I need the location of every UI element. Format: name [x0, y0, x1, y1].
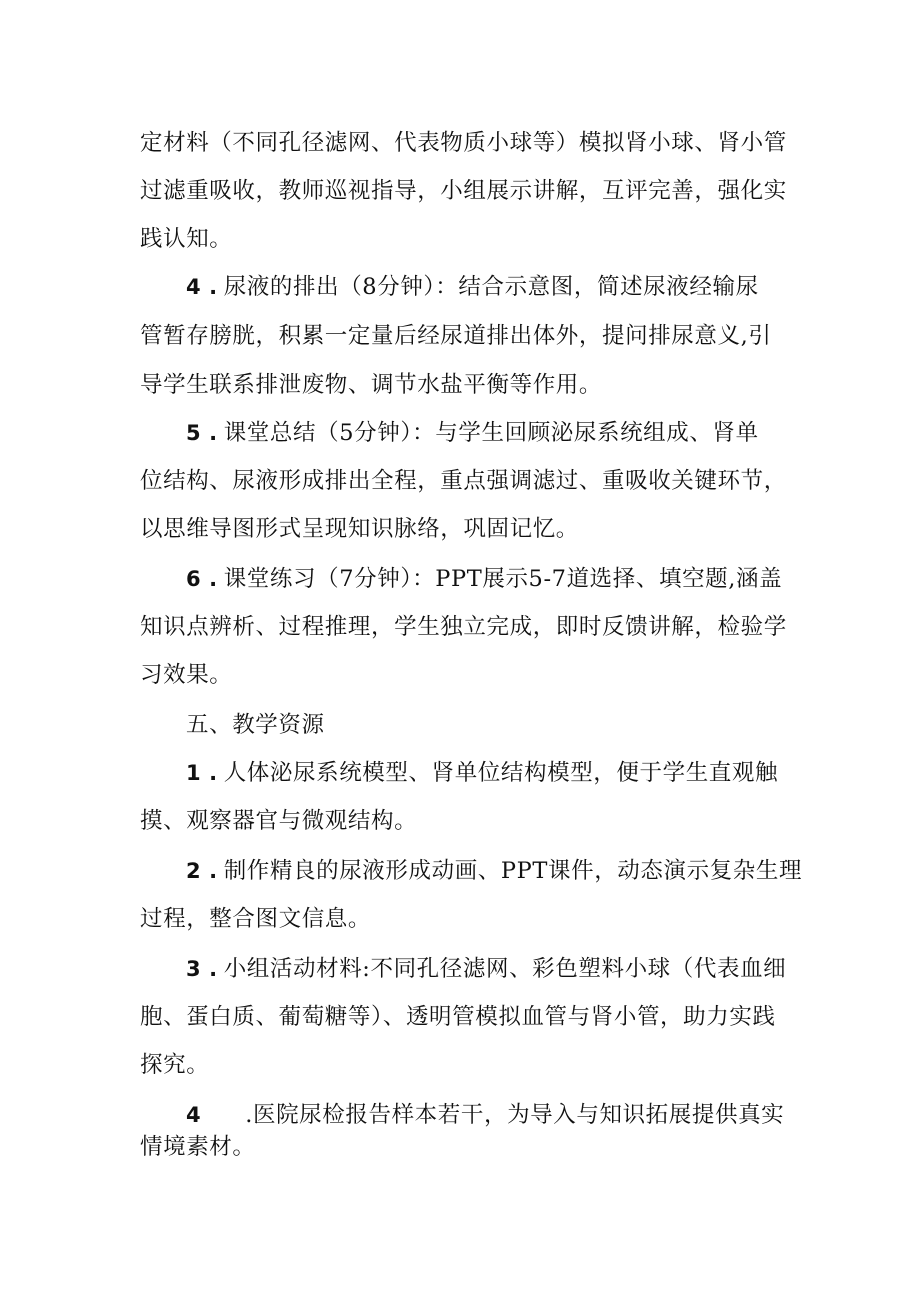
- list-number: 1 .: [186, 761, 218, 785]
- text-line: 课堂总结（5分钟）：与学生回顾泌尿系统组成、肾单: [223, 420, 759, 446]
- list-number: 5 .: [186, 421, 218, 445]
- text-line: 探究。: [140, 1052, 210, 1078]
- text-line: 习效果。: [140, 662, 233, 688]
- text-line: .医院尿检报告样本若干，为导入与知识拓展提供真实: [245, 1102, 785, 1128]
- text-line: 过程，整合图文信息。: [140, 906, 372, 932]
- text-line: 践认知。: [140, 226, 233, 252]
- text-line: 胞、蛋白质、葡萄糖等）、透明管模拟血管与肾小管，助力实践: [140, 1004, 776, 1030]
- list-item-3: [186, 954, 846, 984]
- text-line: 过滤重吸收，教师巡视指导，小组展示讲解，互评完善，强化实: [140, 178, 787, 204]
- text-line: 导学生联系排泄废物、调节水盐平衡等作用。: [140, 372, 603, 398]
- list-number: 3 .: [186, 957, 218, 981]
- list-item-5: [186, 418, 846, 448]
- list-number: 6 .: [186, 567, 218, 591]
- list-item-4b: [186, 1100, 846, 1130]
- text-line: 知识点辨析、过程推理，学生独立完成，即时反馈讲解，检验学: [140, 614, 787, 640]
- text-line: 尿液的排出（8分钟）：结合示意图，简述尿液经输尿: [223, 274, 759, 300]
- text-line: 制作精良的尿液形成动画、PPT课件，动态演示复杂生理: [223, 858, 803, 884]
- text-line: 定材料（不同孔径滤网、代表物质小球等）模拟肾小球、肾小管: [140, 130, 787, 156]
- list-item-4: [186, 272, 846, 302]
- text-line: 课堂练习（7分钟）：PPT展示5-7道选择、填空题,涵盖: [223, 566, 783, 592]
- list-number: 4: [186, 1103, 202, 1127]
- text-line: 管暂存膀胱，积累一定量后经尿道排出体外，提问排尿意义,引: [140, 323, 772, 349]
- list-item-2: [186, 856, 846, 886]
- text-line: 摸、观察器官与微观结构。: [140, 808, 418, 834]
- text-line: 以思维导图形式呈现知识脉络，巩固记忆。: [140, 516, 579, 542]
- text-line: 人体泌尿系统模型、肾单位结构模型，便于学生直观触: [223, 760, 779, 786]
- section-heading: 五、教学资源: [186, 712, 325, 738]
- list-number: 2 .: [186, 859, 218, 883]
- list-number: 4 .: [186, 275, 218, 299]
- text-line: 位结构、尿液形成排出全程，重点强调滤过、重吸收关键环节，: [140, 468, 787, 494]
- list-item-6: [186, 564, 846, 594]
- list-item-1: [186, 758, 846, 788]
- text-line: 小组活动材料:不同孔径滤网、彩色塑料小球（代表血细: [223, 956, 787, 982]
- text-line: 情境素材。: [140, 1134, 256, 1160]
